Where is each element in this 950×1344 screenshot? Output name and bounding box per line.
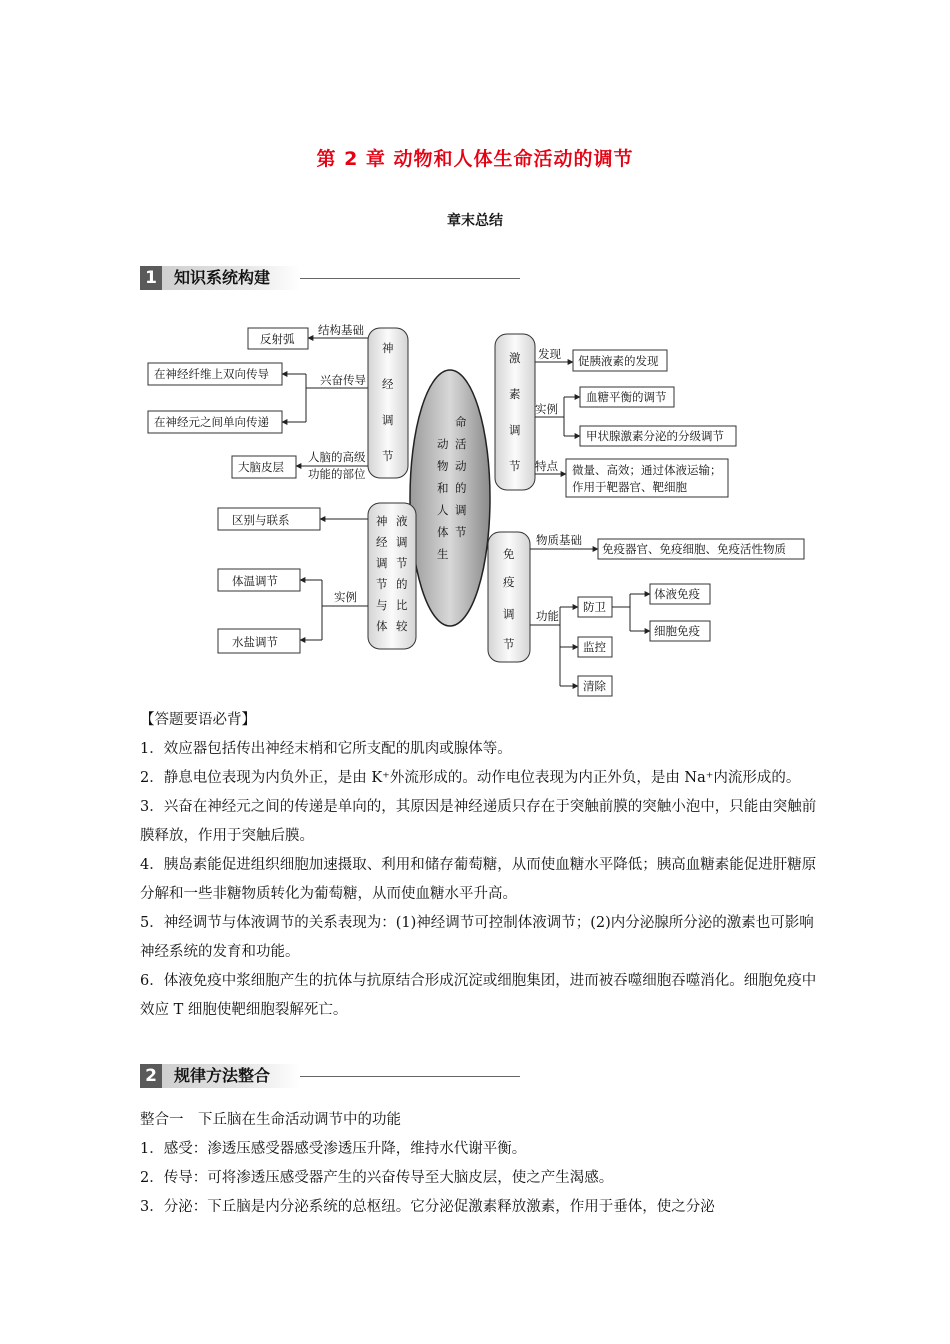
center-char: 生 [437,547,449,561]
branch-label: 功能 [536,609,559,623]
hormone-regulation-node [495,334,535,490]
svg-text:调: 调 [382,413,394,427]
section-rule [300,1076,520,1077]
box-cellular: 细胞免疫 [654,624,700,638]
integration-block [140,1106,820,1222]
center-char: 调 [455,503,467,517]
svg-text:调: 调 [509,423,521,437]
svg-text:体: 体 [376,619,388,633]
center-node [410,370,490,626]
center-char: 动 [437,437,449,451]
section-number: 2 [140,1064,162,1088]
section-rule [300,278,520,279]
svg-text:节: 节 [382,449,394,463]
key-point: 5．神经调节与体液调节的关系表现为：(1)神经调节可控制体液调节；(2)内分泌腺所分泌的激素也可影响神经系统的发育和功能。 [140,915,814,960]
box-monitor: 监控 [583,640,606,654]
branch-label: 实例 [535,402,558,416]
key-points [140,706,820,1025]
key-point: 4．胰岛素能促进组织细胞加速摄取、利用和储存葡萄糖，从而使血糖水平降低；胰高血糖素能促进肝糖原分解和一些非糖物质转化为葡萄糖，从而使血糖水平升高。 [140,857,817,902]
branch-label: 物质基础 [536,533,582,547]
svg-text:的: 的 [396,577,408,591]
chapter-title: 第 2 章 动物和人体生命活动的调节 [316,148,634,170]
key-point: 1．效应器包括传出神经末梢和它所支配的肌肉或腺体等。 [140,741,512,757]
center-char: 物 [437,459,449,473]
svg-text:疫: 疫 [503,575,515,589]
section-number: 1 [140,266,162,290]
branch-label: 特点 [535,459,558,473]
box-neuron: 在神经元之间单向传递 [154,415,269,429]
svg-text:调: 调 [376,556,388,570]
box-diff: 区别与联系 [232,513,290,527]
key-point: 3．兴奋在神经元之间的传递是单向的，其原因是神经递质只存在于突触前膜的突触小泡中，只能由突触前膜释放，作用于突触后膜。 [140,799,817,844]
box-reflex: 反射弧 [260,332,295,346]
integration-item: 1．感受：渗透压感受器感受渗透压升降，维持水代谢平衡。 [140,1141,527,1157]
integration-item: 3．分泌：下丘脑是内分泌系统的总枢纽。它分泌促激素释放激素，作用于垂体，使之分泌 [140,1199,715,1215]
svg-text:神: 神 [376,514,388,528]
box-feature: 微量、高效；通过体液运输； [572,463,722,477]
center-char: 命 [455,415,467,429]
center-char: 节 [455,525,467,539]
svg-text:较: 较 [396,619,408,633]
svg-text:节: 节 [376,577,388,591]
center-char: 体 [437,525,449,539]
center-char: 活 [455,437,467,451]
branch-label: 发现 [538,347,561,361]
section-header-2 [140,1064,525,1088]
box-fiber: 在神经纤维上双向传导 [154,367,269,381]
key-point: 6．体液免疫中浆细胞产生的抗体与抗原结合形成沉淀或细胞集团，进而被吞噬细胞吞噬消化。细胞免疫中效应 T 细胞使靶细胞裂解死亡。 [140,973,817,1018]
branch-label: 结构基础 [318,323,364,337]
box-temp: 体温调节 [232,574,278,588]
box-humoral: 体液免疫 [654,587,700,601]
branch-label: 兴奋传导 [320,373,366,387]
box-defense: 防卫 [583,600,606,614]
concept-map [140,318,820,702]
box-feature: 作用于靶器官、靶细胞 [572,480,687,494]
immune-regulation-node [488,532,530,662]
section-label: 知识系统构建 [162,266,300,290]
branch-label: 实例 [334,590,357,604]
box-material: 免疫器官、免疫细胞、免疫活性物质 [602,542,786,556]
compare-node [368,503,416,649]
svg-text:液: 液 [396,514,408,528]
key-points-heading: 【答题要语必背】 [140,712,256,728]
svg-text:素: 素 [509,387,521,401]
svg-text:调: 调 [503,607,515,621]
svg-text:激: 激 [509,351,521,365]
svg-text:节: 节 [509,459,521,473]
svg-text:节: 节 [503,637,515,651]
section-header-1 [140,266,525,290]
key-point: 2．静息电位表现为内负外正，是由 K⁺外流形成的。动作电位表现为内正外负，是由 Na⁺内流形成的。 [140,770,801,786]
center-char: 和 [437,481,449,495]
svg-text:免: 免 [503,547,515,561]
center-char: 人 [437,503,449,517]
svg-text:比: 比 [396,598,408,612]
branch-label: 功能的部位 [308,467,366,481]
box-glucose: 血糖平衡的调节 [586,390,667,404]
box-water: 水盐调节 [232,635,278,649]
section-label: 规律方法整合 [162,1064,300,1088]
box-secretin: 促胰液素的发现 [578,354,659,368]
center-char: 动 [455,459,467,473]
box-thyroid: 甲状腺激素分泌的分级调节 [586,429,724,443]
integration-item: 2．传导：可将渗透压感受器产生的兴奋传导至大脑皮层，使之产生渴感。 [140,1170,614,1186]
svg-text:经: 经 [382,377,394,391]
box-cortex: 大脑皮层 [238,460,284,474]
svg-text:调: 调 [396,535,408,549]
box-clear: 清除 [583,679,606,693]
integration-heading: 整合一 下丘脑在生命活动调节中的功能 [140,1112,401,1128]
neural-regulation-node [368,328,408,478]
svg-text:经: 经 [376,535,388,549]
svg-text:神: 神 [382,341,394,355]
svg-text:与: 与 [376,598,388,612]
svg-text:节: 节 [396,556,408,570]
chapter-subtitle: 章末总结 [447,213,503,229]
branch-label: 人脑的高级 [308,450,366,464]
center-char: 的 [455,481,467,495]
